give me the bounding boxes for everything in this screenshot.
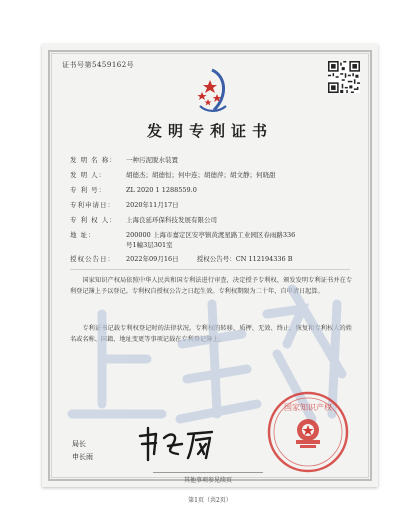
address-line-2: 号1幢3层301室 — [126, 241, 173, 249]
field-inventors — [70, 170, 276, 180]
continuation-text: 其他事项参见续页 — [153, 472, 263, 484]
announce-no-label: 授权公告号： — [196, 255, 236, 263]
field-announcement — [70, 254, 293, 264]
field-value: 胡德杰；胡德恒；何中连；胡德萍；胡文静；何晓甜 — [126, 171, 276, 179]
certificate-title: 发明专利证书 — [146, 122, 273, 140]
director-title: 局长 — [72, 440, 86, 448]
field-value: ZL 2020 1 1288559.0 — [126, 186, 197, 194]
field-patentee — [70, 215, 217, 225]
certificate-number: 证书号第5459162号 — [62, 61, 135, 69]
legal-note-2: 专利证书记载专利权登记时的法律状况。专利权的转移、质押、无效、终止、恢复和专利权人的姓名或名称、国籍、地址变更等事项记载在专利登记簿上。 — [70, 325, 352, 343]
continuation-note — [0, 472, 416, 484]
field-patent-number — [70, 185, 197, 195]
announce-date: 2022年09月16日 — [126, 255, 179, 263]
field-value: 上海良延环保科技发展有限公司 — [126, 216, 217, 224]
announce-date-label: 授权公告日： — [70, 255, 115, 263]
certificate-sheet — [42, 44, 378, 504]
field-application-date — [70, 200, 179, 210]
official-seal-icon — [266, 390, 350, 474]
divider — [70, 269, 350, 270]
field-label: 发 明 人： — [70, 171, 107, 179]
legal-note-1: 国家知识产权局依照中华人民共和国专利法进行审查，决定授予专利权，颁发发明专利证书并在专利登记簿上予以登记。专利权自授权公告之日起生效。专利权期限为二十年，自申请日起算。 — [70, 277, 352, 295]
announce-no: CN 112194336 B — [235, 255, 293, 263]
field-value: 一种污泥脱水装置 — [126, 156, 178, 164]
field-value: 200000 上海市嘉定区安亭镇黄渡星路工业园区春雨路336 — [126, 231, 296, 239]
page-indicator: 第1页（共2页） — [188, 497, 232, 504]
qr-code-icon — [328, 61, 360, 93]
patent-emblem-icon — [190, 66, 234, 116]
field-address — [70, 230, 295, 240]
svg-text:国家知识产权: 国家知识产权 — [284, 403, 332, 412]
field-label: 专 利 号： — [70, 186, 107, 194]
field-label: 地 址： — [70, 231, 96, 239]
field-label: 专 利 权 人： — [70, 216, 117, 224]
director-name: 申长雨 — [72, 453, 93, 461]
field-value: 2020年11月17日 — [126, 201, 179, 209]
field-invention-name — [70, 155, 178, 165]
field-label: 发 明 名 称： — [70, 156, 117, 164]
director-signature — [134, 424, 216, 464]
field-label: 专利申请日： — [70, 201, 115, 209]
